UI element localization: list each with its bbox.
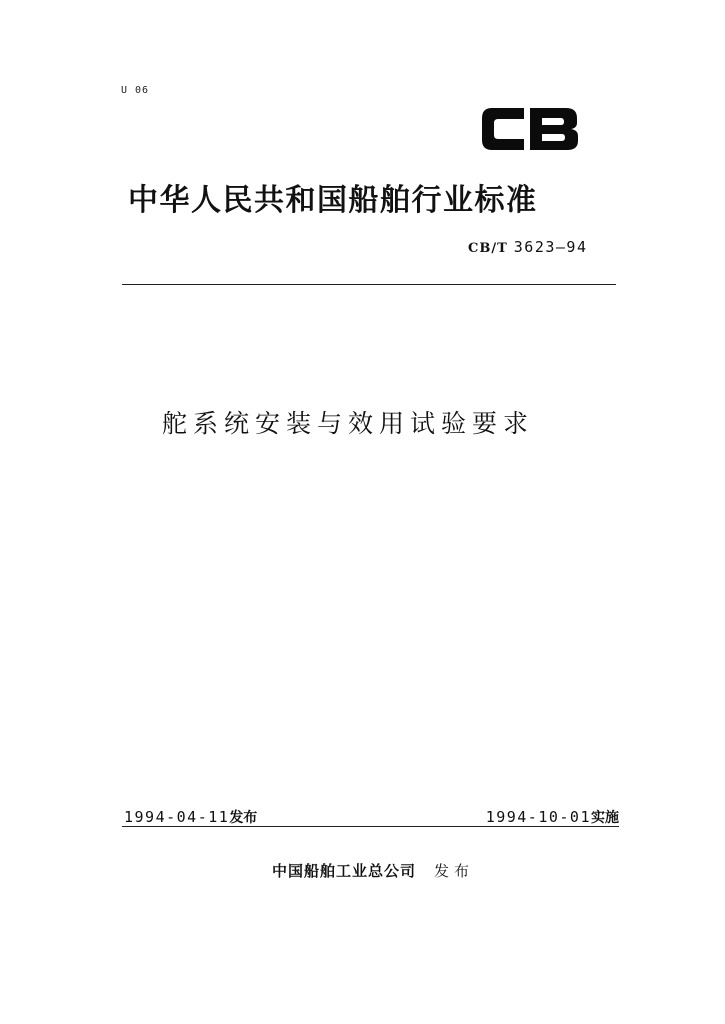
cb-logo-mark — [480, 106, 580, 152]
publisher-action: 发布 — [434, 862, 475, 880]
effective-date-value: 1994-10-01 — [485, 808, 591, 826]
publisher — [272, 860, 474, 881]
standard-title: 中华人民共和国船舶行业标准 — [128, 183, 538, 218]
issue-date-label: 发布 — [229, 810, 258, 826]
cb-logo — [480, 106, 580, 152]
issue-date — [124, 807, 257, 827]
standard-number — [468, 238, 587, 256]
issue-date-value: 1994-04-11 — [124, 808, 230, 826]
header-divider — [122, 284, 616, 285]
publisher-name: 中国船舶工业总公司 — [272, 862, 417, 880]
effective-date — [486, 807, 619, 827]
standard-code: CB/T — [468, 241, 508, 256]
classification-code: U 06 — [121, 85, 150, 96]
document-title: 舵系统安装与效用试验要求 — [162, 409, 535, 438]
standard-number-value: 3623—94 — [513, 238, 588, 256]
effective-date-label: 实施 — [591, 810, 619, 826]
footer-divider — [122, 826, 619, 827]
